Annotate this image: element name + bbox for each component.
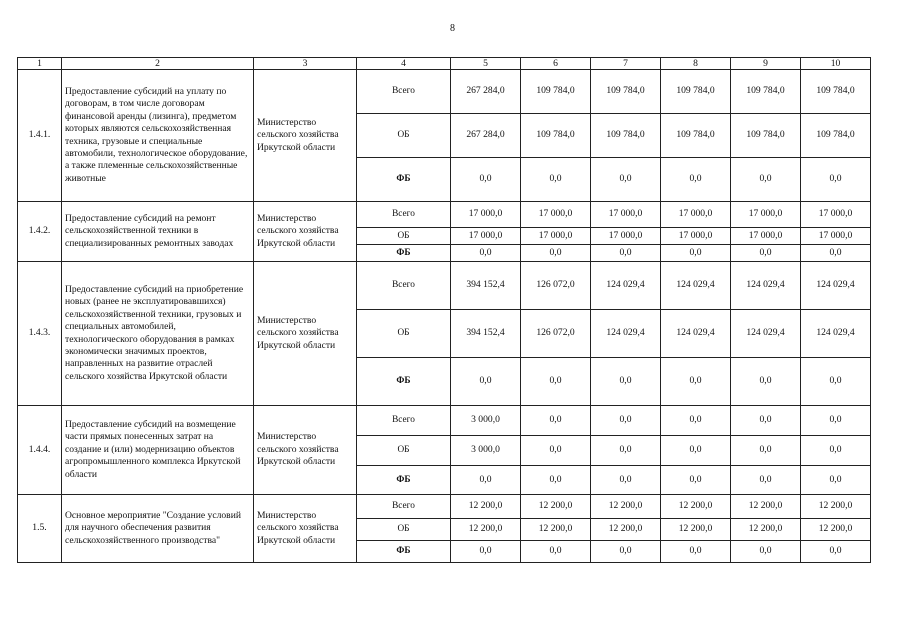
amount-cell: 0,0	[661, 541, 731, 563]
funding-source: Всего	[357, 262, 451, 310]
amount-cell: 0,0	[521, 541, 591, 563]
amount-cell: 0,0	[591, 436, 661, 466]
budget-table	[17, 57, 871, 563]
amount-cell: 394 152,4	[451, 310, 521, 358]
column-header-5: 5	[451, 58, 521, 70]
amount-cell: 124 029,4	[801, 262, 871, 310]
funding-source: ФБ	[357, 466, 451, 495]
amount-cell: 12 200,0	[731, 519, 801, 541]
funding-source: ФБ	[357, 541, 451, 563]
amount-cell: 0,0	[451, 358, 521, 406]
column-header-1: 1	[18, 58, 62, 70]
amount-cell: 0,0	[801, 466, 871, 495]
amount-cell: 0,0	[591, 466, 661, 495]
amount-cell: 109 784,0	[801, 70, 871, 114]
item-number: 1.4.1.	[18, 70, 62, 202]
amount-cell: 12 200,0	[451, 495, 521, 519]
column-header-7: 7	[591, 58, 661, 70]
amount-cell: 124 029,4	[591, 262, 661, 310]
table-row	[18, 406, 871, 436]
amount-cell: 124 029,4	[731, 310, 801, 358]
amount-cell: 0,0	[801, 541, 871, 563]
item-number: 1.4.2.	[18, 202, 62, 262]
amount-cell: 17 000,0	[801, 202, 871, 228]
amount-cell: 109 784,0	[521, 114, 591, 158]
amount-cell: 12 200,0	[521, 495, 591, 519]
funding-source: Всего	[357, 406, 451, 436]
funding-source: ФБ	[357, 358, 451, 406]
amount-cell: 0,0	[731, 245, 801, 262]
funding-source: ФБ	[357, 158, 451, 202]
amount-cell: 0,0	[521, 466, 591, 495]
column-header-10: 10	[801, 58, 871, 70]
amount-cell: 124 029,4	[661, 310, 731, 358]
amount-cell: 0,0	[801, 245, 871, 262]
amount-cell: 0,0	[661, 466, 731, 495]
amount-cell: 0,0	[801, 406, 871, 436]
amount-cell: 12 200,0	[591, 519, 661, 541]
header-row	[18, 58, 871, 70]
column-header-4: 4	[357, 58, 451, 70]
amount-cell: 109 784,0	[521, 70, 591, 114]
item-description: Предоставление субсидий на возмещение части прямых понесенных затрат на создание и (или) модернизацию объектов агропромышленного комплекса Иркутской области	[62, 406, 254, 495]
responsible-agency: Министерство сельского хозяйства Иркутской области	[254, 70, 357, 202]
item-number: 1.4.4.	[18, 406, 62, 495]
column-header-6: 6	[521, 58, 591, 70]
column-header-3: 3	[254, 58, 357, 70]
column-header-9: 9	[731, 58, 801, 70]
amount-cell: 109 784,0	[591, 70, 661, 114]
amount-cell: 0,0	[591, 541, 661, 563]
amount-cell: 0,0	[451, 541, 521, 563]
amount-cell: 124 029,4	[661, 262, 731, 310]
amount-cell: 126 072,0	[521, 310, 591, 358]
amount-cell: 124 029,4	[731, 262, 801, 310]
amount-cell: 0,0	[521, 406, 591, 436]
amount-cell: 0,0	[801, 358, 871, 406]
amount-cell: 0,0	[591, 358, 661, 406]
amount-cell: 0,0	[661, 158, 731, 202]
funding-source: ОБ	[357, 519, 451, 541]
amount-cell: 0,0	[731, 358, 801, 406]
amount-cell: 124 029,4	[801, 310, 871, 358]
item-description: Предоставление субсидий на уплату по договорам, в том числе договорам финансовой аренды (лизинга), предметом которых являются сельскохозяйственная техника, грузовые и специальные автомобили, технологическое оборудование, а также племенные сельскохозяйственные животные	[62, 70, 254, 202]
amount-cell: 109 784,0	[801, 114, 871, 158]
amount-cell: 0,0	[521, 436, 591, 466]
item-description: Предоставление субсидий на приобретение новых (ранее не эксплуатировавшихся) сельскохозяйственной техники, грузовых и специальных автомобилей, технологического оборудования в рамках экономически значимых проектов, направленных на развитие отраслей сельского хозяйства Иркутской области	[62, 262, 254, 406]
amount-cell: 0,0	[591, 406, 661, 436]
amount-cell: 109 784,0	[731, 114, 801, 158]
table-row	[18, 495, 871, 519]
funding-source: Всего	[357, 202, 451, 228]
amount-cell: 109 784,0	[591, 114, 661, 158]
amount-cell: 17 000,0	[731, 202, 801, 228]
funding-source: ОБ	[357, 310, 451, 358]
responsible-agency: Министерство сельского хозяйства Иркутской области	[254, 495, 357, 563]
amount-cell: 12 200,0	[591, 495, 661, 519]
column-header-8: 8	[661, 58, 731, 70]
item-number: 1.5.	[18, 495, 62, 563]
item-number: 1.4.3.	[18, 262, 62, 406]
amount-cell: 12 200,0	[451, 519, 521, 541]
amount-cell: 0,0	[801, 158, 871, 202]
amount-cell: 12 200,0	[801, 495, 871, 519]
amount-cell: 109 784,0	[731, 70, 801, 114]
amount-cell: 12 200,0	[801, 519, 871, 541]
amount-cell: 124 029,4	[591, 310, 661, 358]
amount-cell: 17 000,0	[731, 228, 801, 245]
amount-cell: 17 000,0	[591, 228, 661, 245]
amount-cell: 0,0	[451, 245, 521, 262]
amount-cell: 0,0	[731, 436, 801, 466]
amount-cell: 0,0	[731, 541, 801, 563]
column-header-2: 2	[62, 58, 254, 70]
amount-cell: 109 784,0	[661, 70, 731, 114]
funding-source: ОБ	[357, 228, 451, 245]
amount-cell: 267 284,0	[451, 114, 521, 158]
amount-cell: 17 000,0	[661, 228, 731, 245]
amount-cell: 0,0	[521, 245, 591, 262]
amount-cell: 267 284,0	[451, 70, 521, 114]
amount-cell: 3 000,0	[451, 406, 521, 436]
amount-cell: 17 000,0	[661, 202, 731, 228]
amount-cell: 3 000,0	[451, 436, 521, 466]
amount-cell: 0,0	[521, 158, 591, 202]
funding-source: ФБ	[357, 245, 451, 262]
amount-cell: 0,0	[661, 436, 731, 466]
amount-cell: 0,0	[591, 245, 661, 262]
amount-cell: 0,0	[661, 245, 731, 262]
table-row	[18, 70, 871, 114]
amount-cell: 17 000,0	[801, 228, 871, 245]
responsible-agency: Министерство сельского хозяйства Иркутской области	[254, 202, 357, 262]
amount-cell: 0,0	[731, 406, 801, 436]
amount-cell: 12 200,0	[661, 495, 731, 519]
amount-cell: 126 072,0	[521, 262, 591, 310]
amount-cell: 0,0	[521, 358, 591, 406]
amount-cell: 0,0	[661, 406, 731, 436]
item-description: Предоставление субсидий на ремонт сельскохозяйственной техники в специализированных ремонтных заводах	[62, 202, 254, 262]
funding-source: Всего	[357, 495, 451, 519]
amount-cell: 0,0	[731, 158, 801, 202]
amount-cell: 0,0	[661, 358, 731, 406]
table-row	[18, 262, 871, 310]
amount-cell: 0,0	[451, 158, 521, 202]
funding-source: Всего	[357, 70, 451, 114]
amount-cell: 0,0	[801, 436, 871, 466]
amount-cell: 0,0	[591, 158, 661, 202]
amount-cell: 17 000,0	[591, 202, 661, 228]
amount-cell: 12 200,0	[731, 495, 801, 519]
amount-cell: 17 000,0	[451, 202, 521, 228]
responsible-agency: Министерство сельского хозяйства Иркутской области	[254, 262, 357, 406]
amount-cell: 12 200,0	[521, 519, 591, 541]
page-number: 8	[450, 23, 455, 34]
amount-cell: 0,0	[731, 466, 801, 495]
funding-source: ОБ	[357, 114, 451, 158]
amount-cell: 17 000,0	[451, 228, 521, 245]
amount-cell: 17 000,0	[521, 202, 591, 228]
table-row	[18, 202, 871, 228]
amount-cell: 17 000,0	[521, 228, 591, 245]
amount-cell: 394 152,4	[451, 262, 521, 310]
amount-cell: 109 784,0	[661, 114, 731, 158]
amount-cell: 0,0	[451, 466, 521, 495]
amount-cell: 12 200,0	[661, 519, 731, 541]
table-body	[18, 70, 871, 563]
item-description: Основное мероприятие "Создание условий для научного обеспечения развития сельскохозяйственного производства"	[62, 495, 254, 563]
responsible-agency: Министерство сельского хозяйства Иркутской области	[254, 406, 357, 495]
funding-source: ОБ	[357, 436, 451, 466]
